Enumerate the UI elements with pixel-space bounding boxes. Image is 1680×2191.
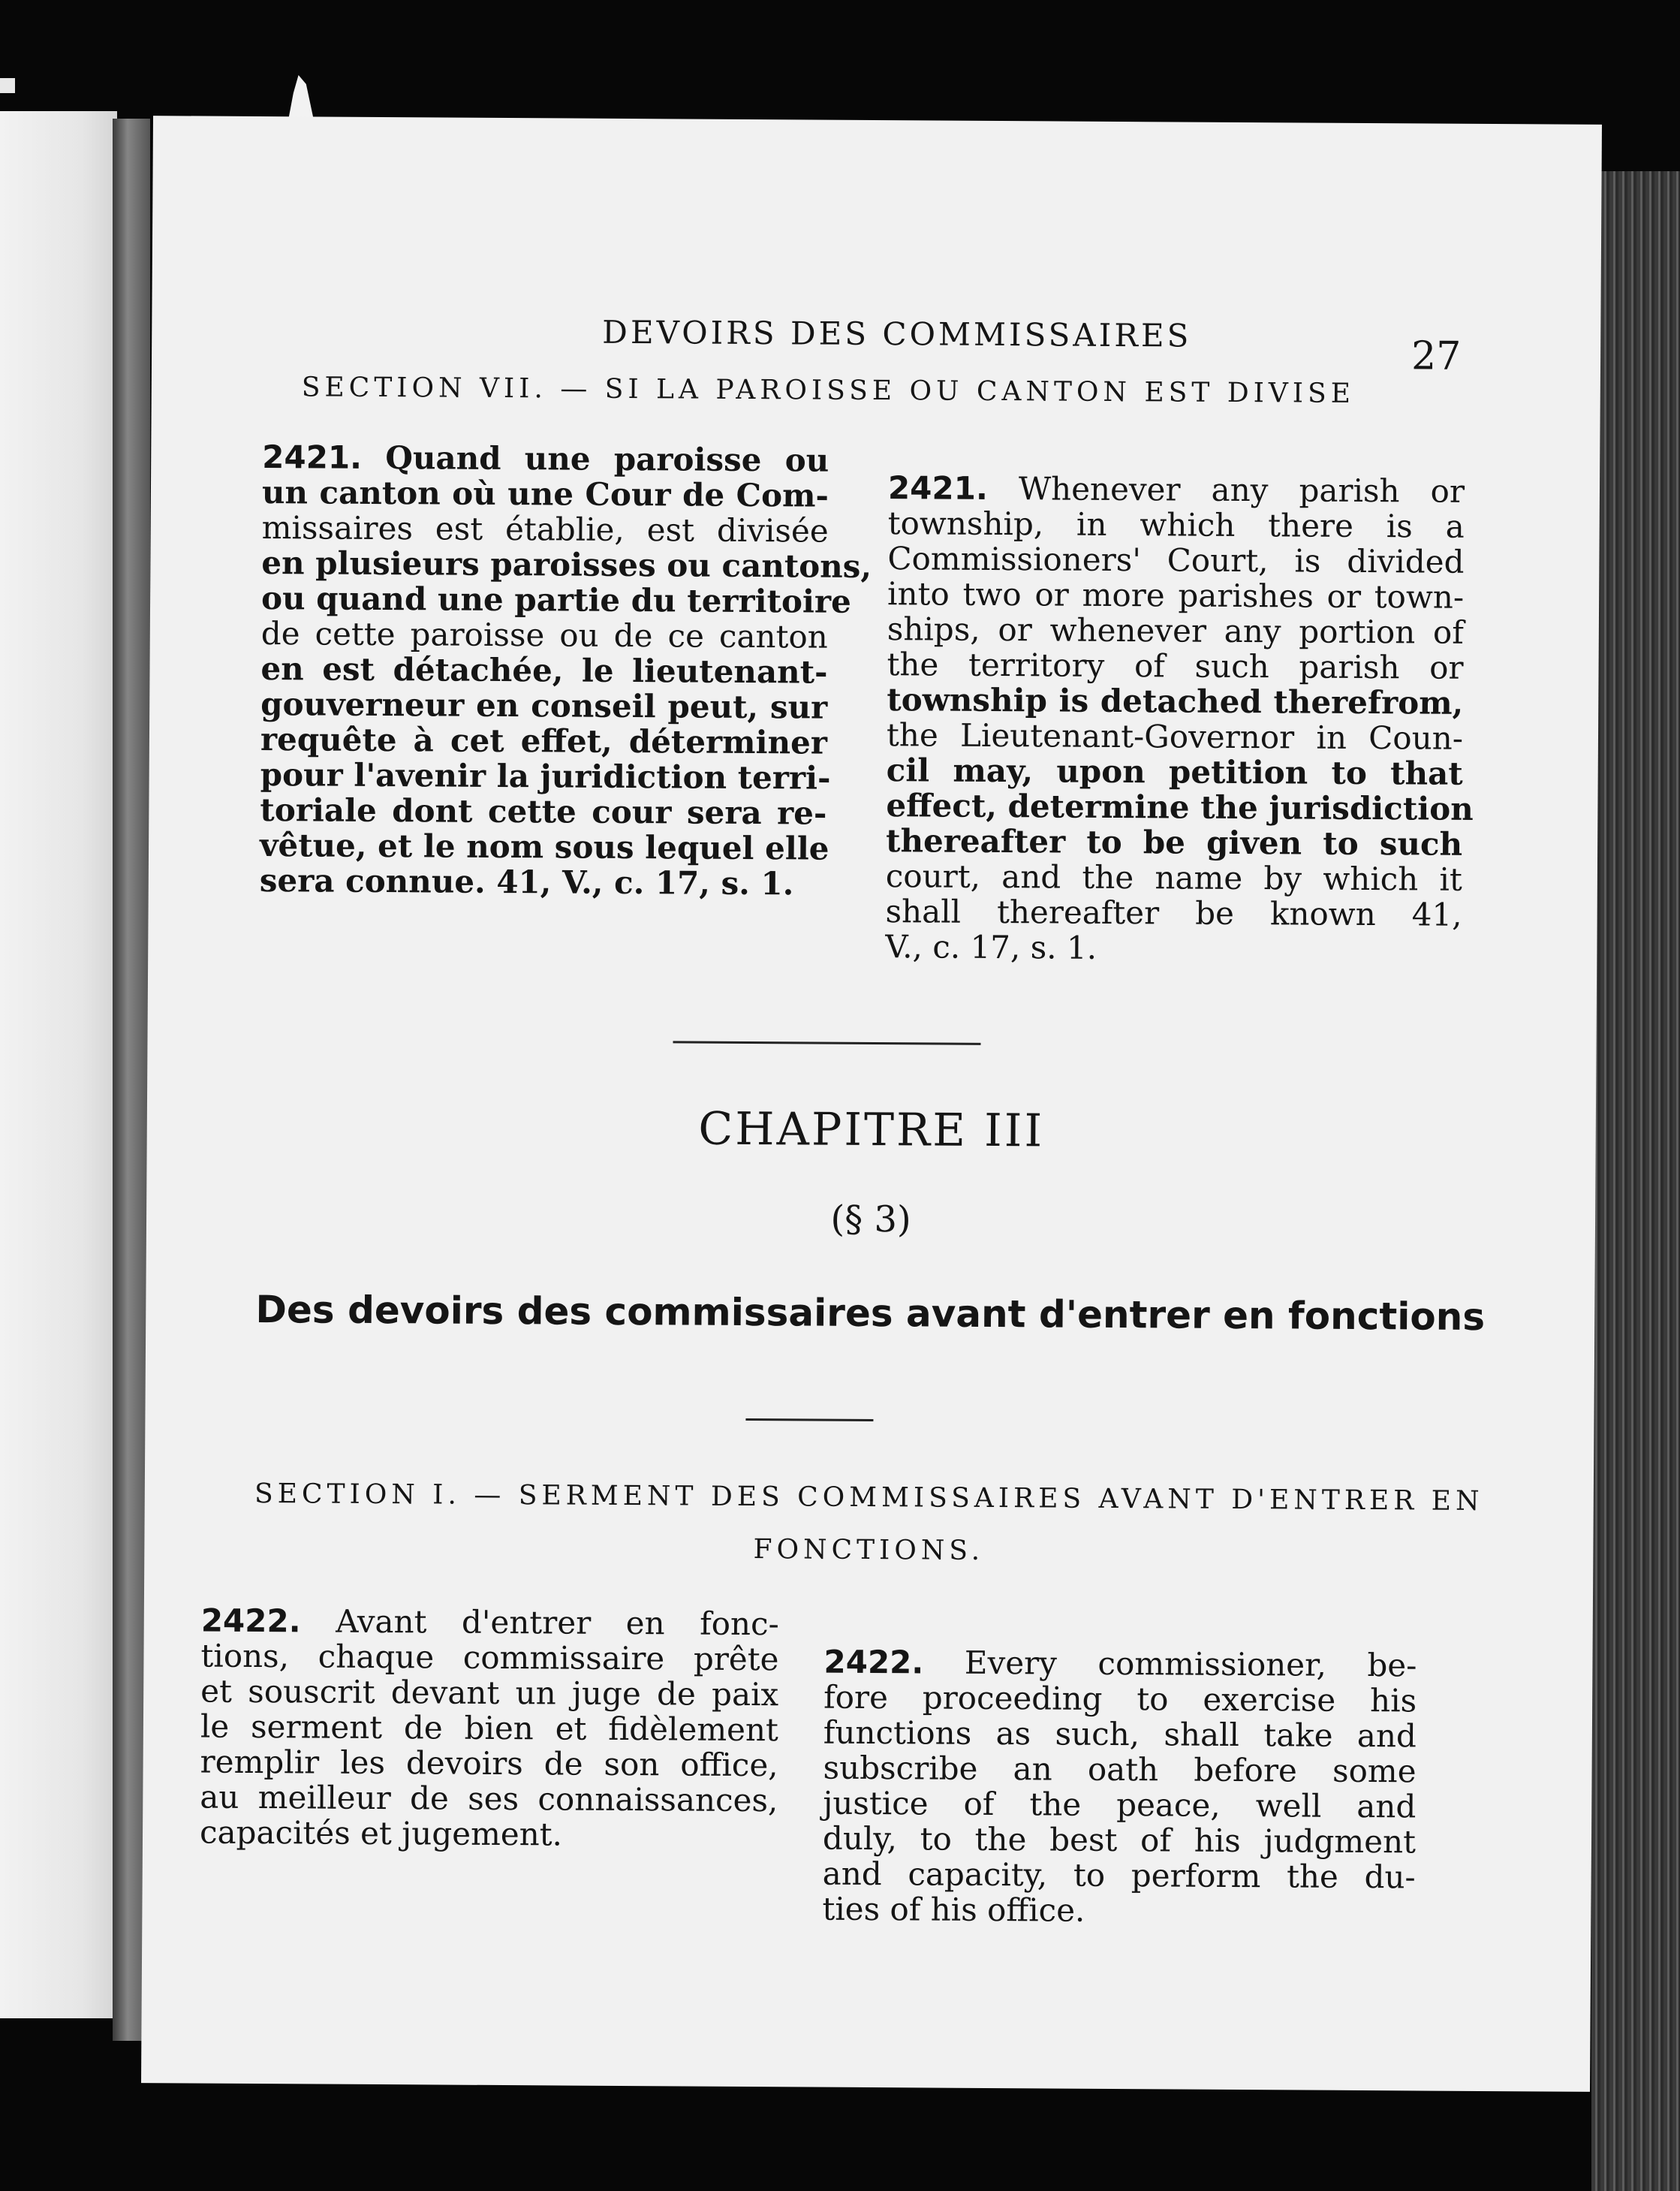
article-line: capacités et jugement. bbox=[199, 1813, 563, 1853]
divider-rule bbox=[745, 1418, 873, 1421]
article-line: justice of the peace, well and bbox=[823, 1784, 1417, 1825]
article-line: requête à cet effet, déterminer bbox=[260, 721, 828, 761]
article-line: en plusieurs paroisses ou cantons, bbox=[261, 544, 872, 585]
paper-fragment bbox=[288, 75, 314, 120]
article-line: subscribe an oath before some bbox=[823, 1749, 1417, 1790]
article-first-line: 2421. Quand une paroisse ou bbox=[262, 439, 829, 479]
article-line: gouverneur en conseil peut, sur bbox=[260, 686, 828, 726]
article-line: un canton où une Cour de Com- bbox=[261, 474, 829, 514]
previous-page-edge bbox=[0, 111, 117, 2018]
article-line: shall thereafter be known 41, bbox=[885, 893, 1462, 933]
article-line: cil may, upon petition to that bbox=[886, 752, 1463, 792]
article-line: sera connue. 41, V., c. 17, s. 1. bbox=[259, 862, 794, 903]
article-line: le serment de bien et fidèlement bbox=[200, 1707, 779, 1749]
article-first-line: 2421. Whenever any parish or bbox=[887, 469, 1465, 510]
article-line: au meilleur de ses connaissances, bbox=[200, 1778, 778, 1819]
section-heading-i bbox=[144, 1467, 1594, 1581]
article-line: V., c. 17, s. 1. bbox=[885, 928, 1097, 966]
article-2422-english bbox=[822, 1644, 1417, 1930]
section-heading-line: FONCTIONS. bbox=[753, 1534, 985, 1566]
article-line: Commissioners' Court, is divided bbox=[887, 540, 1465, 580]
article-line: into two or more parishes or town- bbox=[887, 575, 1465, 616]
article-first-line: 2422. Every commissioner, be- bbox=[823, 1643, 1417, 1684]
article-line: remplir les devoirs de son office, bbox=[200, 1743, 778, 1784]
article-number: 2421. bbox=[887, 469, 989, 507]
article-line: court, and the name by which it bbox=[885, 857, 1462, 898]
article-line: thereafter to be given to such bbox=[885, 822, 1463, 863]
article-line: de cette paroisse ou de ce canton bbox=[260, 615, 828, 655]
article-line: pour l'avenir la juridiction terri- bbox=[260, 756, 831, 797]
article-line: functions as such, shall take and bbox=[823, 1713, 1417, 1755]
article-line: tions, chaque commissaire prête bbox=[200, 1637, 779, 1678]
article-line: et souscrit devant un juge de paix bbox=[200, 1672, 779, 1713]
article-line: ou quand une partie du territoire bbox=[260, 580, 851, 620]
article-line: en est détachée, le lieutenant- bbox=[260, 650, 828, 691]
article-line: missaires est établie, est divisée bbox=[261, 509, 829, 550]
article-line: township is detached therefrom, bbox=[887, 681, 1464, 722]
article-first-line: 2422. Avant d'entrer en fonc- bbox=[200, 1602, 779, 1643]
article-line: ships, or whenever any portion of bbox=[887, 610, 1464, 651]
article-2422-french bbox=[200, 1603, 779, 1854]
article-line: the territory of such parish or bbox=[887, 646, 1464, 686]
article-line: duly, to the best of his judgment bbox=[822, 1819, 1417, 1861]
article-line: fore proceeding to exercise his bbox=[823, 1678, 1417, 1719]
article-line: and capacity, to perform the du- bbox=[822, 1855, 1416, 1896]
running-head: DEVOIRS DES COMMISSAIRES bbox=[602, 313, 1192, 354]
article-number: 2422. bbox=[823, 1643, 924, 1681]
section-heading-vii: SECTION VII. — SI LA PAROISSE OU CANTON EST DIVISE bbox=[301, 372, 1356, 409]
article-2421-english bbox=[885, 469, 1474, 968]
chapter-title: CHAPITRE III bbox=[698, 1102, 1045, 1158]
article-number: 2421. bbox=[262, 439, 363, 476]
article-line: township, in which there is a bbox=[887, 505, 1465, 545]
divider-rule bbox=[673, 1041, 980, 1045]
chapter-heading: Des devoirs des commissaires avant d'entrer en fonctions bbox=[255, 1287, 1486, 1339]
page-number: 27 bbox=[1411, 333, 1462, 379]
page bbox=[141, 116, 1602, 2092]
chapter-section-mark: (§ 3) bbox=[830, 1198, 911, 1241]
article-number: 2422. bbox=[200, 1602, 301, 1640]
article-2421-french bbox=[259, 439, 872, 903]
article-line: ties of his office. bbox=[822, 1890, 1085, 1929]
article-line: effect, determine the jurisdiction bbox=[886, 787, 1474, 827]
page-corner-fragment bbox=[0, 78, 15, 93]
article-line: toriale dont cette cour sera re- bbox=[260, 791, 827, 832]
article-line: the Lieutenant-Governor in Coun- bbox=[886, 716, 1464, 757]
section-heading-line: SECTION I. — SERMENT DES COMMISSAIRES AVANT D'ENTRER EN bbox=[254, 1478, 1484, 1517]
article-line: vêtue, et le nom sous lequel elle bbox=[259, 827, 829, 867]
page-stack-edges bbox=[1591, 171, 1680, 2191]
